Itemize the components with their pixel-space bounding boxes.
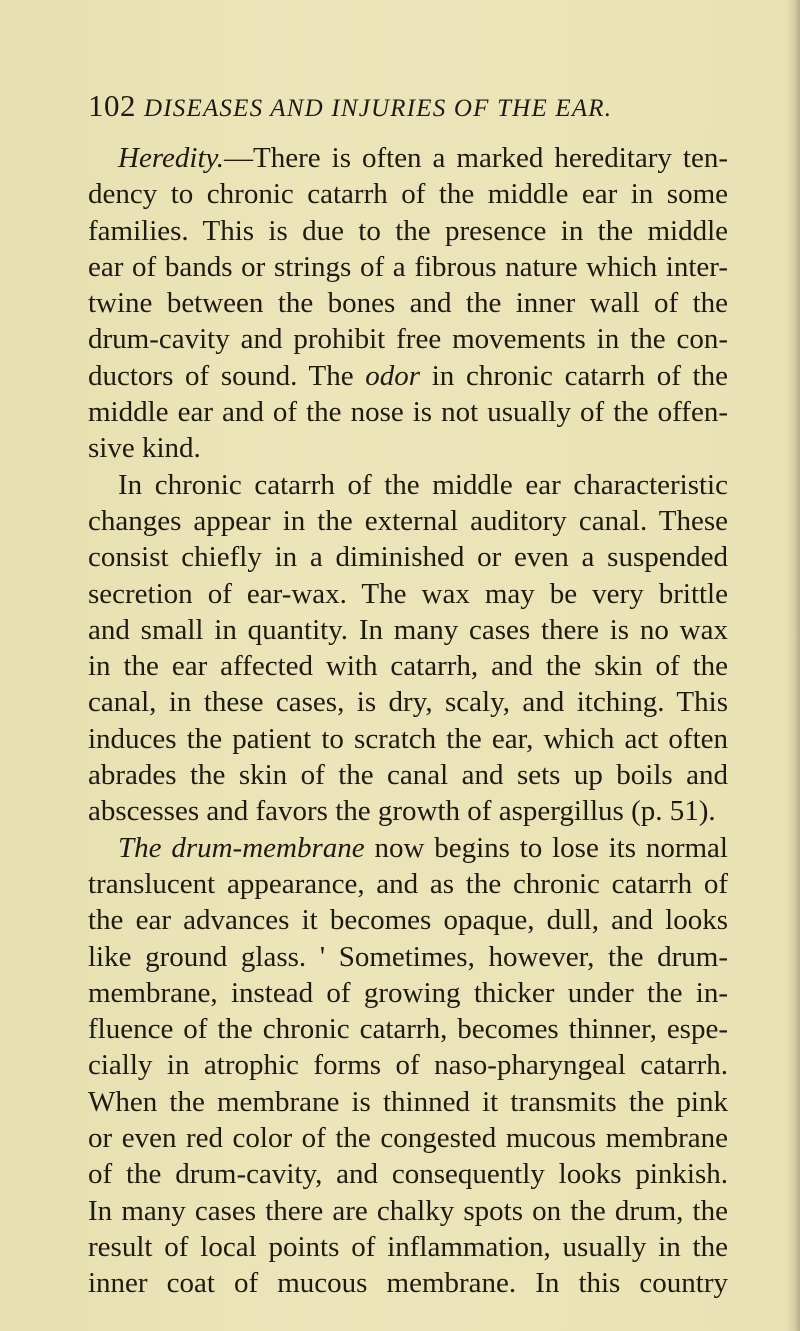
text-line (88, 757, 728, 793)
text-segment: ductors of sound. The (88, 359, 366, 392)
page-edge-shadow (786, 0, 800, 1331)
text-line (88, 176, 728, 212)
text-segment: in the ear affected with catarrh, and the skin of the (88, 650, 728, 683)
text-segment: In many cases there are chalky spots on the drum, the (88, 1194, 728, 1227)
text-line (88, 1120, 728, 1156)
text-line (88, 1156, 728, 1192)
text-segment: cially in atrophic forms of naso-pharyngeal catarrh. (88, 1049, 728, 1082)
text-segment: sive kind. (88, 432, 201, 465)
text-line (88, 358, 728, 394)
text-line (88, 503, 728, 539)
text-segment: dency to chronic catarrh of the middle ear in some (88, 178, 728, 211)
italic-text-segment: The drum-membrane (118, 831, 365, 864)
text-segment: result of local points of inflammation, usually in the (88, 1230, 728, 1263)
text-line (88, 648, 728, 684)
text-segment: inner coat of mucous membrane. In this country (88, 1267, 728, 1300)
text-line (88, 321, 728, 357)
text-line (88, 213, 728, 249)
italic-text-segment: Heredity. (118, 142, 225, 174)
text-segment: induces the patient to scratch the ear, which act often (88, 722, 728, 755)
text-segment: changes appear in the external auditory canal. These (88, 504, 728, 537)
text-line (88, 1011, 728, 1047)
text-line (88, 830, 728, 866)
text-segment: or even red color of the congested mucous membrane (88, 1122, 728, 1155)
text-segment: ear of bands or strings of a fibrous nature which inter- (88, 250, 728, 283)
text-segment: In chronic catarrh of the middle ear characteristic (118, 468, 728, 501)
text-line (88, 249, 728, 285)
text-segment: in chronic catarrh of the (420, 359, 728, 392)
page-header (88, 88, 728, 128)
text-segment: translucent appearance, and as the chronic catarrh of (88, 867, 728, 900)
text-segment: membrane, instead of growing thicker under the in- (88, 976, 728, 1009)
text-segment: When the membrane is thinned it transmits the pink (88, 1085, 728, 1118)
text-segment: like ground glass. ' Sometimes, however, the drum- (88, 940, 728, 973)
text-line (88, 939, 728, 975)
text-segment: abrades the skin of the canal and sets up boils and (88, 759, 728, 792)
text-line (88, 1047, 728, 1083)
text-line (88, 576, 728, 612)
text-line (88, 1084, 728, 1120)
text-line (88, 1265, 728, 1301)
text-line (88, 902, 728, 938)
text-line (88, 721, 728, 757)
page-number: 102 (88, 88, 136, 123)
body-text (88, 140, 728, 1302)
text-line (88, 430, 728, 466)
text-segment: now begins to lose its normal (364, 831, 728, 864)
text-segment: canal, in these cases, is dry, scaly, and itching. This (88, 686, 728, 719)
text-segment: secretion of ear-wax. The wax may be very brittle (88, 577, 728, 610)
text-line (88, 140, 728, 176)
text-segment: abscesses and favors the growth of aspergillus (p. 51). (88, 795, 716, 828)
text-line (88, 975, 728, 1011)
text-line (88, 793, 728, 829)
running-head: DISEASES AND INJURIES OF THE EAR. (144, 95, 613, 122)
text-segment: consist chiefly in a diminished or even a suspended (88, 541, 728, 574)
text-line (88, 1193, 728, 1229)
text-segment: drum-cavity and prohibit free movements in the con- (88, 323, 728, 356)
text-line (88, 539, 728, 575)
text-segment: fluence of the chronic catarrh, becomes thinner, espe- (88, 1013, 728, 1046)
text-segment: and small in quantity. In many cases there is no wax (88, 613, 728, 646)
text-segment: —There is often a marked hereditary ten- (224, 142, 728, 174)
text-line (88, 467, 728, 503)
text-segment: the ear advances it becomes opaque, dull, and looks (88, 904, 728, 937)
text-line (88, 285, 728, 321)
text-segment: middle ear and of the nose is not usually of the offen- (88, 396, 728, 429)
text-segment: families. This is due to the presence in the middle (88, 214, 728, 247)
text-line (88, 612, 728, 648)
text-line (88, 866, 728, 902)
text-line (88, 684, 728, 720)
text-line (88, 394, 728, 430)
italic-text-segment: odor (365, 359, 421, 392)
text-line (88, 1229, 728, 1265)
text-segment: twine between the bones and the inner wall of the (88, 287, 728, 320)
text-segment: of the drum-cavity, and consequently looks pinkish. (88, 1158, 728, 1191)
